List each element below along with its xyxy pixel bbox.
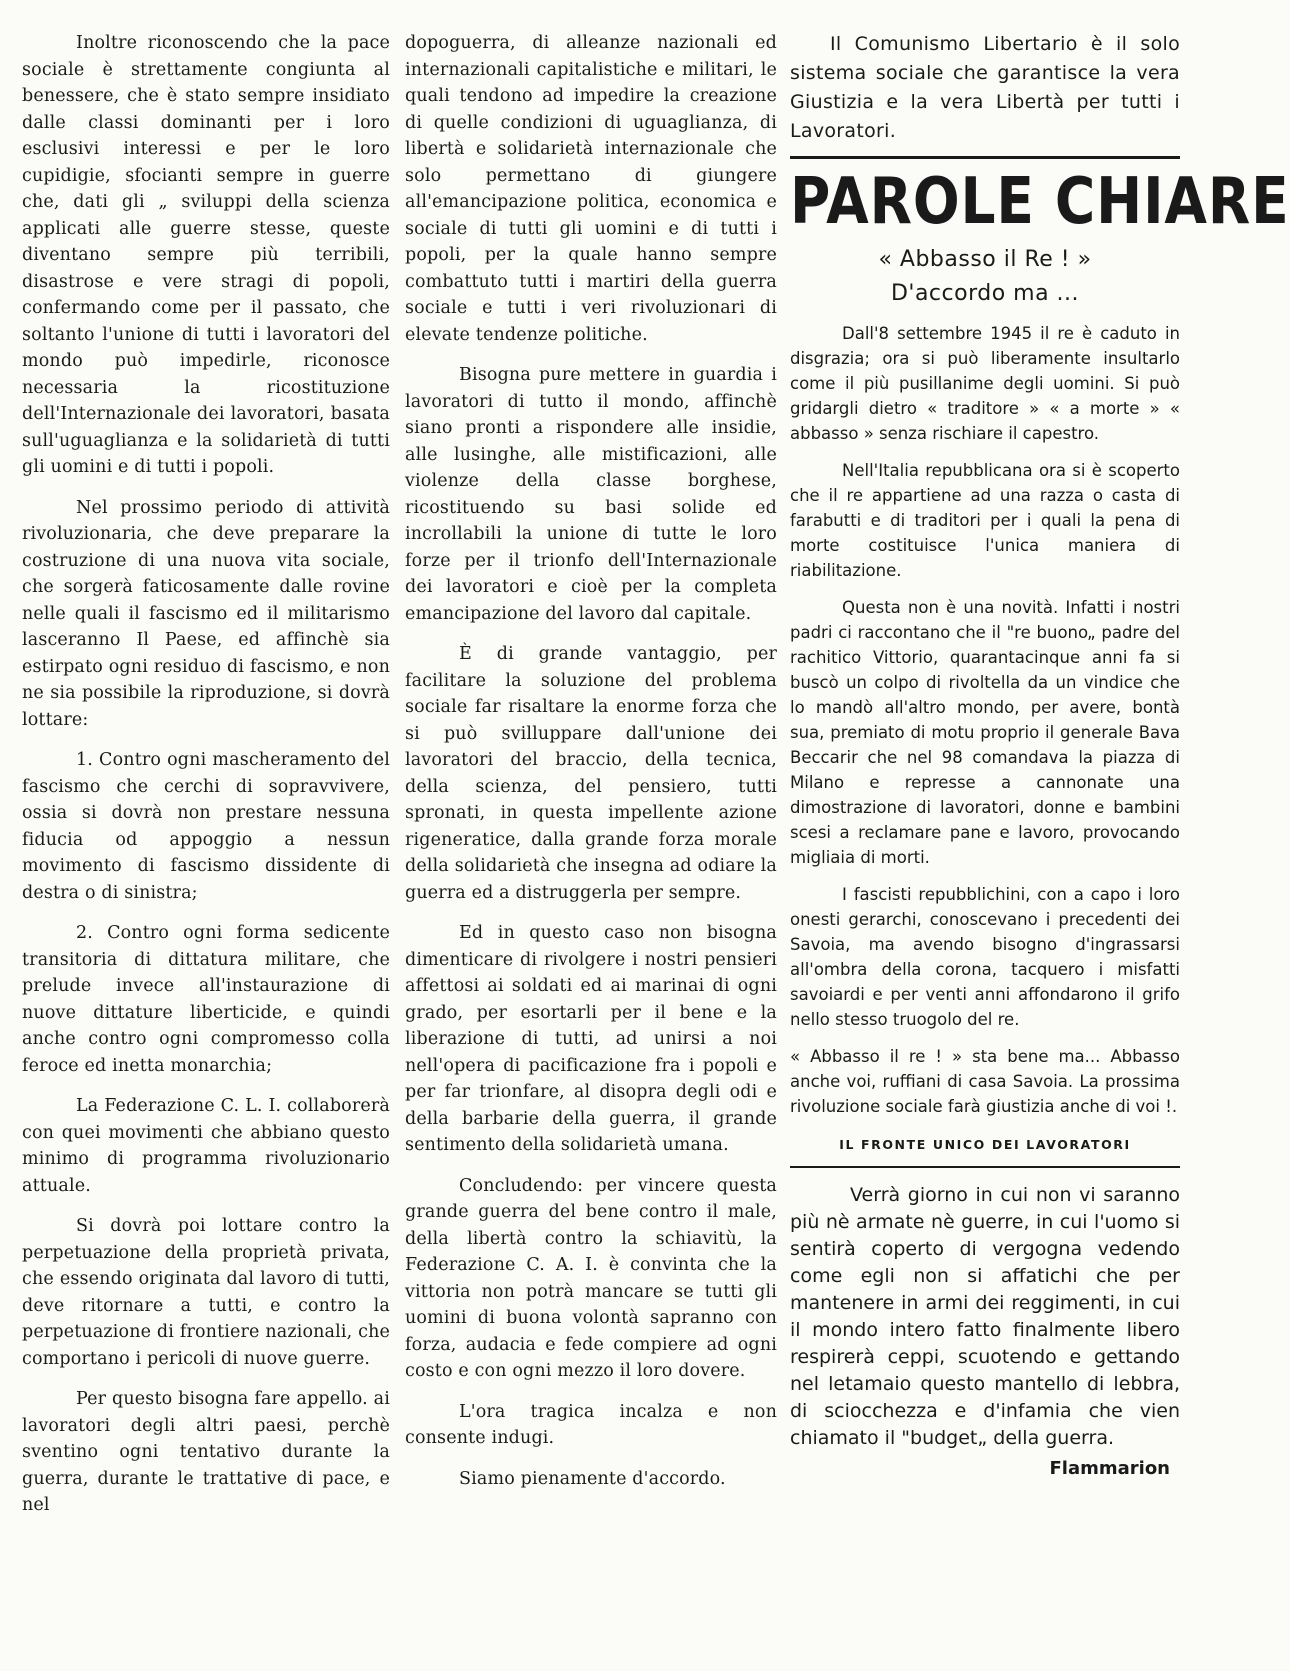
paragraph: I fascisti repubblichini, con a capo i loro onesti gerarchi, conoscevano i precedenti dei Savoia, ma avendo bisogno d'ingrassarsi all'ombra della corona, tacquero i misfatti savoiardi e per venti anni affondarono il grifo nello stesso truogolo del re. (790, 885, 1180, 1029)
article-headline: PAROLE CHIARE (790, 165, 1290, 239)
paragraph: Dall'8 settembre 1945 il re è caduto in disgrazia; ora si può liberamente insultarlo come il più pusillanime degli uomini. Si può gridargli dietro « traditore » « a morte » « abbasso » senza rischiare il capestro. (790, 324, 1180, 443)
paragraph: Siamo pienamente d'accordo. (459, 1468, 726, 1489)
paragraph: La Federazione C. L. I. collaborerà con quei movimenti che abbiano questo minimo di programma rivoluzionario attuale. (22, 1096, 390, 1196)
column-3 (790, 30, 1290, 1479)
quote-text: Verrà giorno in cui non vi saranno più nè armate nè guerre, in cui l'uomo si sentirà coperto di vergogna vedendo come egli non si affatichi che per mantenere in armi dei reggimenti, in cui il mondo intero fatto finalmente libero respirerà ceppi, scuotendo e gettando nel letamaio questo mantello di lebbra, di sciocchezza e d'infamia che vien chiamato il "budget„ della guerra. (790, 1184, 1180, 1449)
article-signature: IL FRONTE UNICO DEI LAVORATORI (839, 1137, 1131, 1152)
paragraph: Inoltre riconoscendo che la pace sociale è strettamente congiunta al benessere, che è stato sempre insidiato dalle classi dominanti per i loro esclusivi interessi e per le loro cupidigie, sfocianti sempre in guerre che, dati gli „ sviluppi della scienza applicati alle guerre stesse, queste diventano sempre più terribili, disastrose e vere stragi di popoli, confermando come per il passato, che soltanto l'unione di tutti i lavoratori del mondo può impedirle, riconosce necessaria la ricostituzione dell'Internazionale dei lavoratori, basata sull'uguaglianza e la solidarietà di tutti gli uomini e di tutti i popoli. (22, 33, 390, 477)
divider (790, 156, 1180, 159)
paragraph: Si dovrà poi lottare contro la perpetuazione della proprietà privata, che essendo originata dal lavoro di tutti, deve ritornare a tutti, e contro la perpetuazione di frontiere nazionali, che comportano i pericoli di nuove guerre. (22, 1216, 390, 1369)
paragraph: Nell'Italia repubblicana ora si è scoperto che il re appartiene ad una razza o casta di farabutti e di traditori per i quali la pena di morte costituisce l'unica maniera di riabilitazione. (790, 461, 1180, 580)
paragraph: Questa non è una novità. Infatti i nostri padri ci raccontano che il "re buono„ padre del rachitico Vittorio, quarantacinque anni fa si buscò un colpo di rivoltella da un vindice che lo mandò all'altro mondo, per avere, bontà sua, premiato di motu proprio il generale Bava Beccarir che nel 98 comandava la piazza di Milano e represse a cannonate una dimostrazione di lavoratori, donne e bambini scesi a reclamare pane e lavoro, provocando migliaia di morti. (790, 598, 1180, 867)
paragraph: Ed in questo caso non bisogna dimenticare di rivolgere i nostri pensieri affettosi ai soldati ed ai marinai di ogni grado, per esortarli per il bene e la liberazione di tutti, ad unirsi a noi nell'opera di pacificazione fra i popoli e per far trionfare, al disopra degli odi e della barbarie della guerra, il grande sentimento della solidarietà umana. (405, 923, 777, 1155)
article-subheading: D'accordo ma ... (890, 281, 1080, 306)
list-item: 1. Contro ogni mascheramento del fascismo che cerchi di sopravvivere, ossia si dovrà non prestare nessuna fiducia od appoggio a nessun movimento di fascismo dissidente di destra o di sinistra; (22, 750, 390, 903)
column-1 (22, 30, 390, 1519)
paragraph: L'ora tragica incalza e non consente indugi. (405, 1401, 777, 1448)
intro-statement: Il Comunismo Libertario è il solo sistema sociale che garantisce la vera Giustizia e la vera Libertà per tutti i Lavoratori. (790, 33, 1180, 142)
divider (790, 1166, 1180, 1168)
quote-author: Flammarion (1049, 1458, 1170, 1479)
paragraph: « Abbasso il re ! » sta bene ma... Abbasso anche voi, ruffiani di casa Savoia. La prossima rivoluzione sociale farà giustizia anche di voi !. (790, 1047, 1180, 1116)
column-2 (405, 30, 777, 1492)
article-subheading: « Abbasso il Re ! » (878, 247, 1092, 272)
paragraph: Bisogna pure mettere in guardia i lavoratori di tutto il mondo, affinchè siano pronti a rispondere alle insidie, alle lusinghe, alle mistificazioni, alle violenze della classe borghese, ricostituendo su basi solide ed incrollabili la unione di tutte le loro forze per il trionfo dell'Internazionale dei lavoratori e cioè per la completa emancipazione del lavoro dal capitale. (405, 365, 777, 624)
list-item: 2. Contro ogni forma sedicente transitoria di dittatura militare, che prelude invece all'instaurazione di nuove dittature liberticide, e quindi anche contro ogni compromesso colla feroce ed inetta monarchia; (22, 923, 390, 1076)
paragraph: dopoguerra, di alleanze nazionali ed internazionali capitalistiche e militari, le quali tendono ad impedire la creazione di quelle condizioni di uguaglianza, di libertà e solidarietà internazionale che solo permettano di giungere all'emancipazione politica, economica e sociale di tutti gli uomini e di tutti i popoli, per la quale hanno sempre combattuto tutti i martiri della guerra sociale e tutti i veri rivoluzionari di elevate tendenze politiche. (405, 33, 777, 345)
paragraph: Nel prossimo periodo di attività rivoluzionaria, che deve preparare la costruzione di una nuova vita sociale, che sorgerà faticosamente dalle rovine nelle quali il fascismo ed il militarismo lasceranno Il Paese, ed affinchè sia estirpato ogni residuo di fascismo, e non ne sia possibile la riproduzione, si dovrà lottare: (22, 497, 390, 730)
paragraph: È di grande vantaggio, per facilitare la soluzione del problema sociale far risaltare la enorme forza che si può svilluppare dall'unione dei lavoratori del braccio, della tecnica, della scienza, del pensiero, tutti spronati, in questa impellente azione rigeneratice, dalla grande forza morale della solidarietà che insegna ad odiare la guerra ed a distruggerla per sempre. (405, 644, 777, 903)
paragraph: Per questo bisogna fare appello. ai lavoratori degli altri paesi, perchè sventino ogni tentativo durante la guerra, durante le trattative di pace, e nel (22, 1389, 390, 1515)
paragraph: Concludendo: per vincere questa grande guerra del bene contro il male, della libertà contro la schiavitù, la Federazione C. A. I. è convinta che la vittoria non potrà mancare se tutti gli uomini di buona volontà sapranno con forza, audacia e fede compiere ad ogni costo e con ogni mezzo il loro dovere. (405, 1175, 777, 1381)
